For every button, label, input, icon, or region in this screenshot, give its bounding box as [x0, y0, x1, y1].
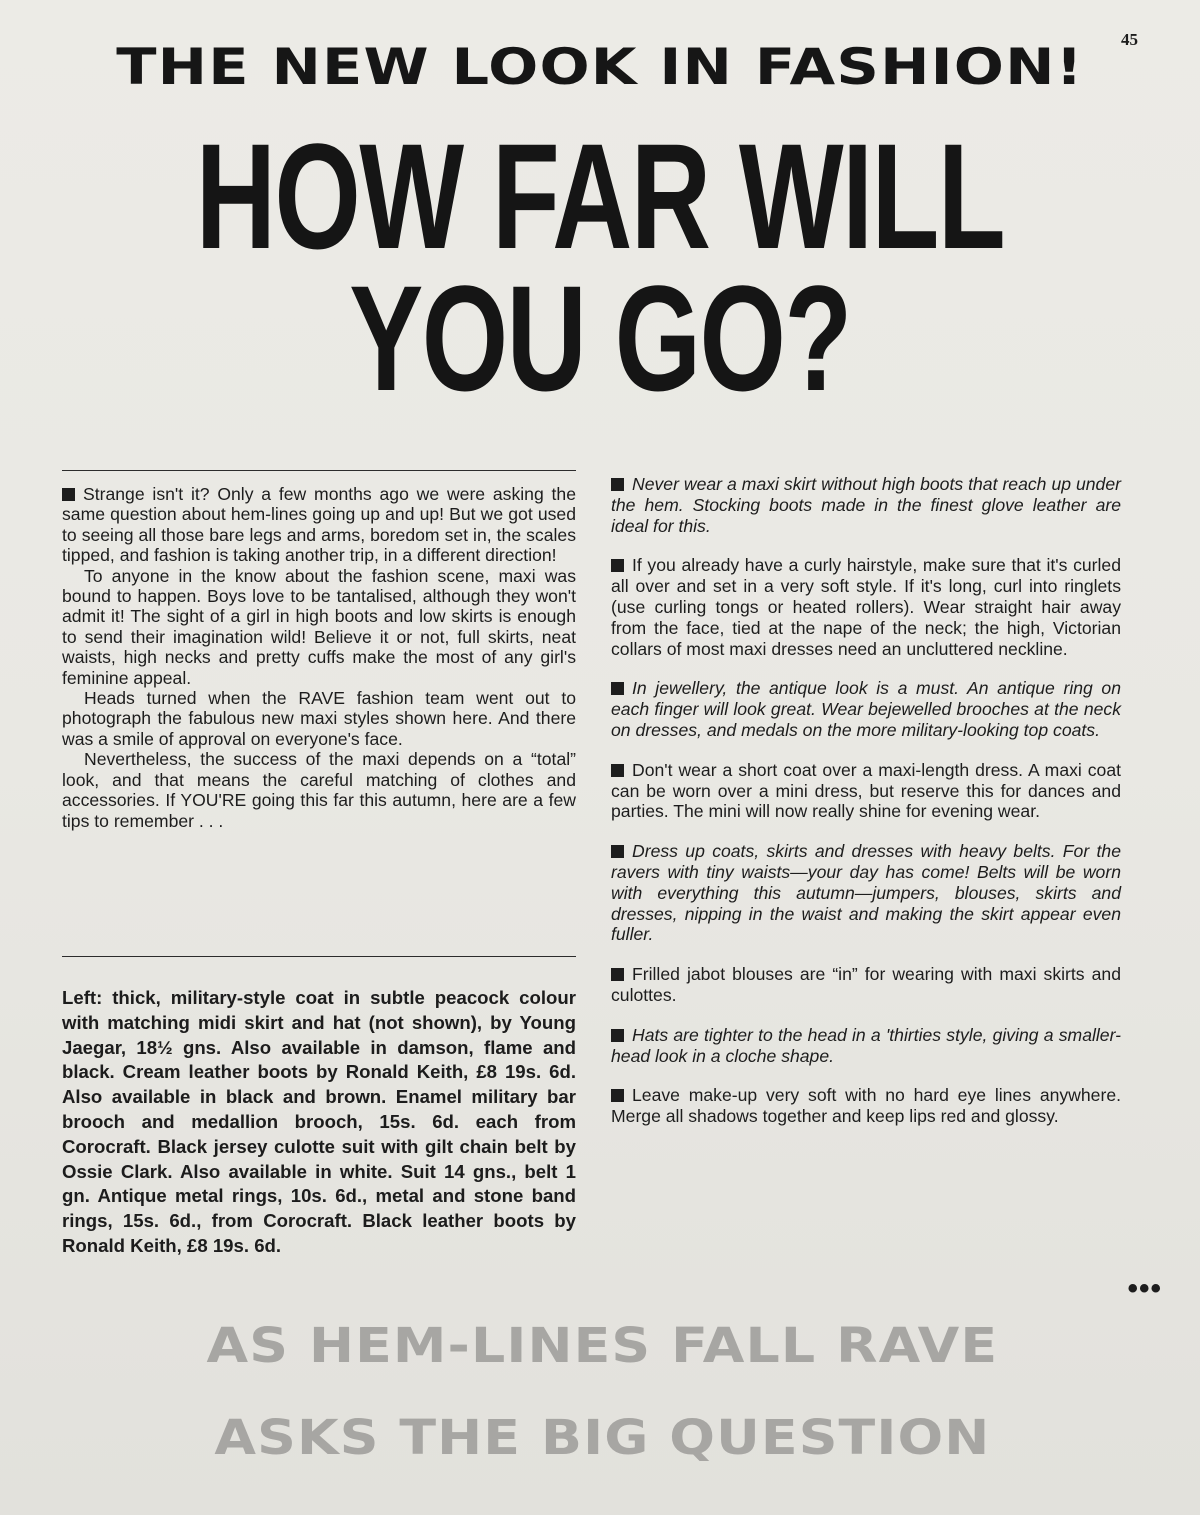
tip-item: Frilled jabot blouses are “in” for wearing with maxi skirts and culottes.	[611, 964, 1121, 1005]
bullet-square-icon	[611, 559, 624, 572]
bullet-square-icon	[611, 764, 624, 777]
bullet-square-icon	[611, 682, 624, 695]
headline	[156, 112, 1044, 422]
bullet-square-icon	[611, 845, 624, 858]
headline-line-2: YOU GO?	[349, 254, 851, 422]
intro-paragraph: Heads turned when the RAVE fashion team went out to photograph the fabulous new maxi styles shown here. And there was a smile of approval on everyone's face.	[62, 688, 576, 749]
tip-item: Don't wear a short coat over a maxi-length dress. A maxi coat can be worn over a mini dress, but reserve this for dances and parties. The mini will now really shine for evening wear.	[611, 759, 1121, 822]
intro-column	[62, 484, 576, 831]
page-number: 45	[1121, 30, 1138, 49]
headline-line-1: HOW FAR WILL	[195, 112, 1005, 280]
tip-item: Hats are tighter to the head in a 'thirties style, giving a smaller-head look in a cloche shape.	[611, 1024, 1121, 1066]
bullet-square-icon	[611, 478, 624, 491]
tip-item: If you already have a curly hairstyle, make sure that it's curled all over and set in a very soft style. If it's long, curl into ringlets (use curling tongs or heated rollers). Wear straight hair away from the face, tied at the nape of the neck; the high, Victorian collars of most maxi dresses need an uncluttered neckline.	[611, 555, 1121, 659]
divider-top	[62, 470, 576, 471]
divider-middle	[62, 956, 576, 957]
bullet-square-icon	[611, 1089, 624, 1102]
tip-item: In jewellery, the antique look is a must. An antique ring on each finger will look great. Wear bejewelled brooches at the neck on dresses, and medals on the more military-looking top coats.	[611, 678, 1121, 740]
photo-caption: Left: thick, military-style coat in subtle peacock colour with matching midi skirt and hat (not shown), by Young Jaegar, 18½ gns. Also available in damson, flame and black. Cream leather boots by Ronald Keith, £8 19s. 6d. Also available in black and brown. Enamel military bar brooch and medallion brooch, 15s. 6d. each from Corocraft. Black jersey culotte suit with gilt chain belt by Ossie Clark. Also available in white. Suit 14 gns., belt 1 gn. Antique metal rings, 10s. 6d., metal and stone band rings, 15s. 6d., from Corocraft. Black leather boots by Ronald Keith, £8 19s. 6d.	[62, 987, 576, 1256]
intro-paragraph: Nevertheless, the success of the maxi depends on a “total” look, and that means the careful matching of clothes and accessories. If YOU'RE going this far this autumn, here are a few tips to remember . . .	[62, 749, 576, 831]
tip-item: Dress up coats, skirts and dresses with heavy belts. For the ravers with tiny waists—your day has come! Belts will be worn with everything this autumn—jumpers, blouses, skirts and dresses, nipping in the waist and making the skirt appear even fuller.	[611, 841, 1121, 945]
bullet-square-icon	[62, 488, 75, 501]
continued-dots: •••	[1127, 1272, 1162, 1305]
tip-item: Never wear a maxi skirt without high boots that reach up under the hem. Stocking boots made in the finest glove leather are ideal for this.	[611, 474, 1121, 536]
footer-line-2: ASKS THE BIG QUESTION	[214, 1410, 991, 1466]
tip-item: Leave make-up very soft with no hard eye lines anywhere. Merge all shadows together and keep lips red and glossy.	[611, 1085, 1121, 1127]
bullet-square-icon	[611, 1029, 624, 1042]
intro-paragraph: To anyone in the know about the fashion scene, maxi was bound to happen. Boys love to be tantalised, although they won't admit it! The sight of a girl in high boots and low skirts is enough to send their imagination wild! Believe it or not, full skirts, neat waists, high necks and pretty cuffs make the most of any girl's feminine appeal.	[62, 565, 576, 688]
kicker-title: THE NEW LOOK IN FASHION!	[116, 38, 1084, 96]
footer-line-1: AS HEM-LINES FALL RAVE	[206, 1318, 999, 1374]
intro-paragraph: Strange isn't it? Only a few months ago we were asking the same question about hem-lines going up and up! But we got used to seeing all those bare legs and arms, boredom set in, the scales tipped, and fashion is taking another trip, in a different direction!	[62, 484, 576, 566]
bullet-square-icon	[611, 968, 624, 981]
tips-column	[611, 474, 1121, 1146]
